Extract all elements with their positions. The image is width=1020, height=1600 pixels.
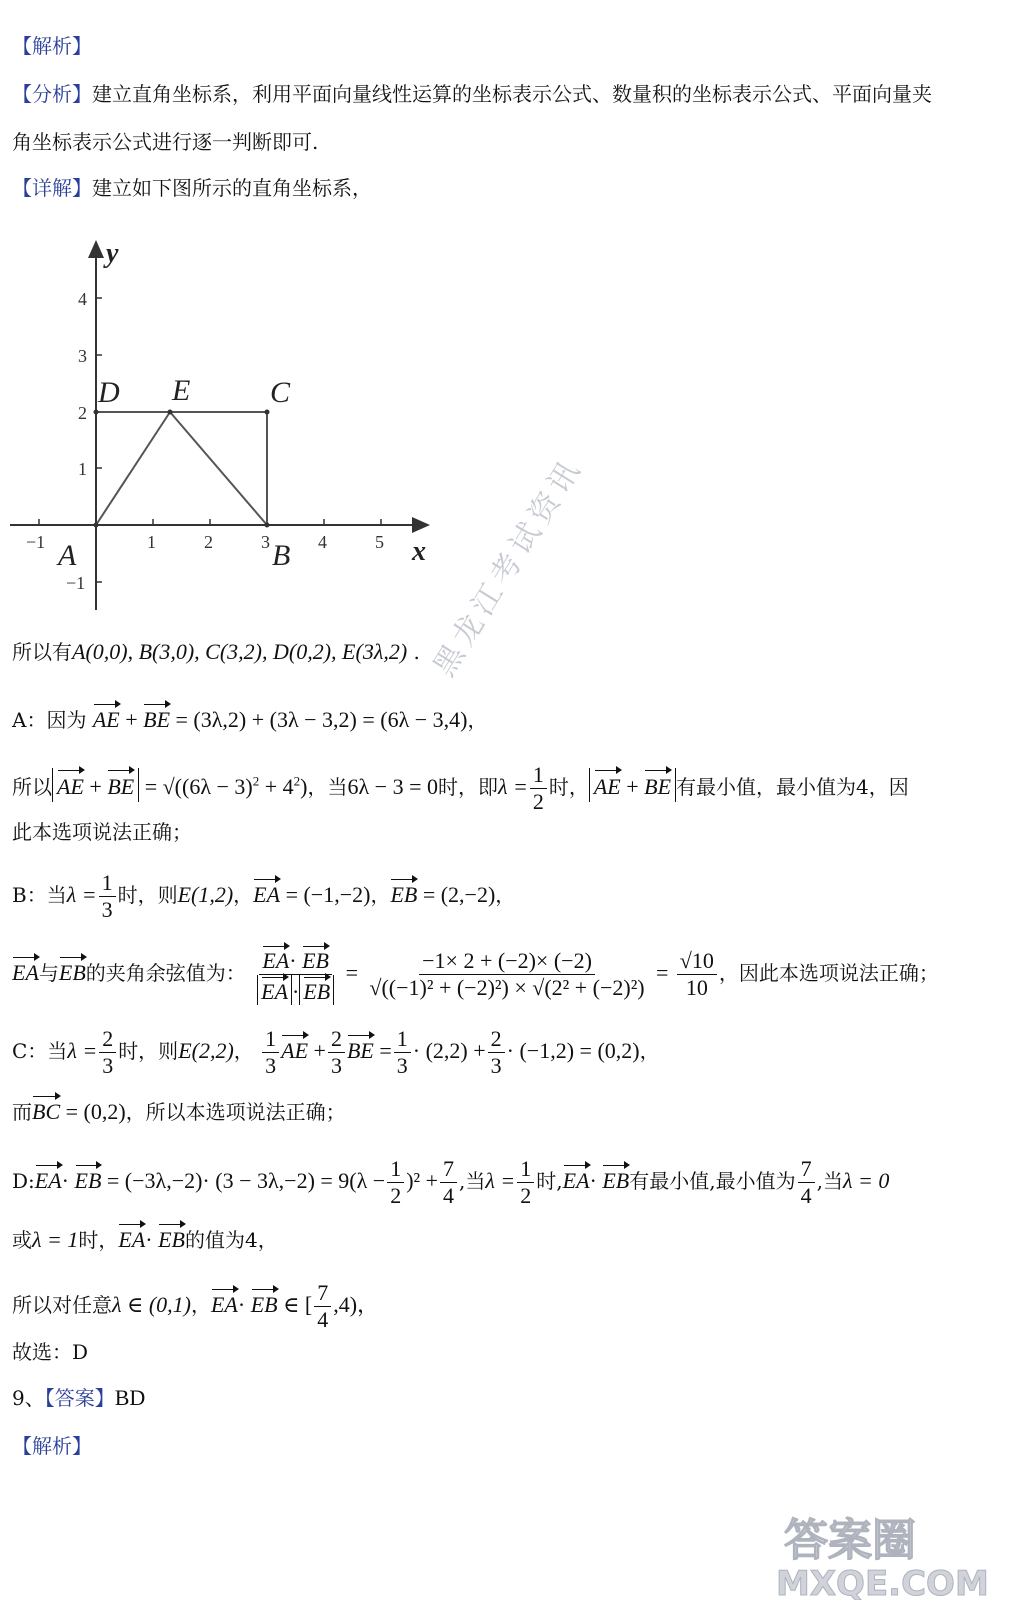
segment-eb (170, 412, 267, 525)
y-tick-4: 4 (78, 289, 87, 309)
watermark-text: 黑龙江考试资讯 (426, 450, 591, 683)
jiexi-heading-2: 【解析】 (12, 1434, 92, 1458)
detail-line (12, 174, 372, 202)
logo-text-cn: 答案圈 (784, 1515, 916, 1566)
cos-denominator: √((−1)² + (−2)²) × √(2² + (−2)²) (369, 975, 645, 1000)
x-tick-3: 3 (261, 532, 270, 552)
x-tick-neg1: −1 (26, 532, 46, 552)
x-tick-2: 2 (204, 532, 213, 552)
detail-label: 【详解】 (12, 176, 92, 200)
jiexi-heading: 【解析】 (12, 34, 92, 58)
point-label-c: C (270, 376, 291, 409)
analysis-text-1: 建立直角坐标系，利用平面向量线性运算的坐标表示公式、数量积的坐标表示公式、平面向量夹 (92, 82, 932, 106)
option-a-line-2: 所以 AE + BE = $√((6\lambda - 3)^2 + 4^2)$，当6λ − 3 = 0时，即λ = $\frac{1}{2}$ 时， AE + BE 有最小值，最小值为4，因 (12, 762, 909, 814)
q9-answer-value: BD (114, 1385, 146, 1410)
x-axis-label: x (412, 536, 426, 567)
analysis-line-1 (12, 80, 932, 108)
point-label-d: D (98, 376, 120, 409)
option-d-line-3: 所以对任意λ ∈ (0,1)，EA· EB ∈ [ $\frac{7}{4}$ ,4)， (12, 1280, 380, 1332)
analysis-label: 【分析】 (12, 82, 92, 106)
point-label-e: E (172, 374, 191, 407)
option-c-line-2: 而BC = (0,2)，所以本选项说法正确； (12, 1094, 346, 1126)
point-label-b: B (272, 539, 291, 572)
coordinate-figure (0, 230, 460, 620)
x-tick-4: 4 (318, 532, 327, 552)
y-tick-neg1: −1 (66, 573, 86, 593)
y-tick-2: 2 (78, 403, 87, 423)
logo-text-en: MXQE.COM (776, 1564, 989, 1600)
detail-text: 建立如下图所示的直角坐标系， (92, 176, 372, 200)
option-d-line-2: 或λ = 1时，EA· EB的值为4， (12, 1222, 278, 1254)
option-a-sum: = (3λ,2) + (3λ − 3,2) = (6λ − 3,4) (175, 707, 468, 732)
segment-ae (96, 412, 170, 525)
cos-numerator: −1× 2 + (−2)× (−2) (419, 948, 595, 975)
final-answer: 故选：D (12, 1340, 89, 1364)
x-tick-1: 1 (147, 532, 156, 552)
option-a-line-3: 此本选项说法正确； (12, 820, 192, 844)
option-b-line-1: B：当λ = $\frac{1}{3}$ 时，则E(1,2)，EA = (−1,−2)，EB = (2,−2)， (12, 870, 516, 922)
x-tick-5: 5 (375, 532, 384, 552)
option-d-line-1: D:EA· EB = (−3λ,−2)· (3 − 3λ,−2) = 9(λ − $\frac{1}{2}$ )² + $\frac{7}{4}$ ,当λ = $\frac{1}{2}$ 时,EA· EB有最小值,最小值为 $\frac{7}{4}$ ,当λ = 0 (12, 1156, 890, 1208)
option-b-line-2: EA与EB的夹角余弦值为： $\frac{EA\cdot EB}{EA \cdot EB}$ = $\frac{-1\times 2 + (-2)\times (-2)}{\text{√((−1)² + (−2)²) × √(2² + (−2)²)}}$ = $\frac{√10}{10}$ ，因此本选项说法正确； (12, 944, 939, 1005)
point-label-a: A (58, 539, 77, 572)
site-logo (754, 1505, 1014, 1600)
q9-answer-line: 9、【答案】BD (12, 1385, 146, 1410)
option-a-line-1: A：因为 AE + BE = (3λ,2) + (3λ − 3,2) = (6λ − 3,4)， (12, 702, 488, 734)
coords-line: 所以有A(0,0), B(3,0), C(3,2), D(0,2), E(3λ,2) . (12, 639, 420, 664)
y-tick-3: 3 (78, 346, 87, 366)
option-c-line-1: C：当λ = $\frac{2}{3}$ 时，则E(2,2)， $\frac{1}{3}$ AE + $\frac{2}{3}$ BE = $\frac{1}{3}$ · (2,2) + $\frac{2}{3}$ · (−1,2) = (0,2)， (12, 1026, 660, 1078)
coords-math: A(0,0), B(3,0), C(3,2), D(0,2), E(3λ,2) (72, 639, 408, 664)
y-axis-label: y (106, 238, 119, 269)
analysis-text-2: 角坐标表示公式进行逐一判断即可. (12, 130, 319, 154)
y-tick-1: 1 (78, 459, 87, 479)
